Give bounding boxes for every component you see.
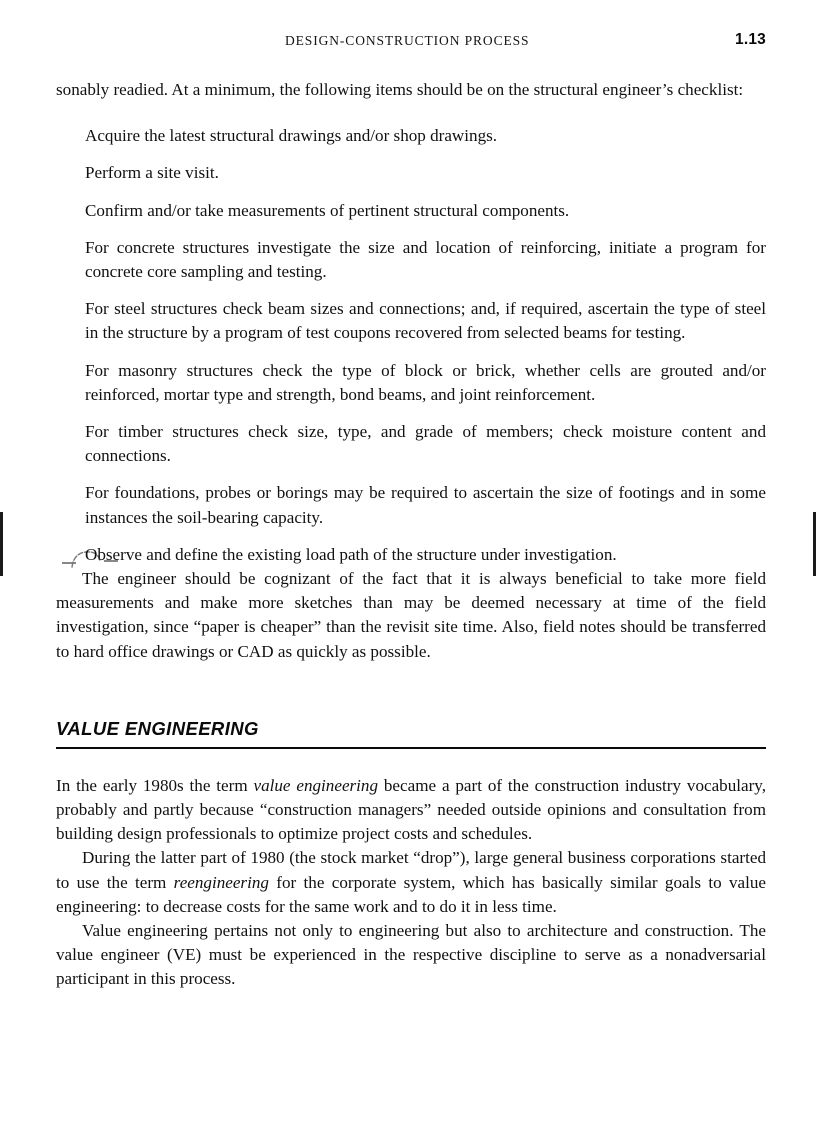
italic-term-value-engineering: value engineering <box>253 775 379 795</box>
checklist-item: For timber structures check size, type, and grade of members; check moisture content and connections. <box>85 422 766 466</box>
checklist-item: For steel structures check beam sizes and connections; and, if required, ascertain the type of steel in the structure by a program of test coupons recovered from selected beams for testing. <box>85 299 766 343</box>
section-divider-rule <box>56 747 766 749</box>
checklist-item: Perform a site visit. <box>85 163 219 183</box>
running-head <box>56 33 766 55</box>
section-paragraph-2 <box>56 846 766 919</box>
running-head-title: DESIGN-CONSTRUCTION PROCESS <box>285 33 530 48</box>
section-paragraph-3: Value engineering pertains not only to engineering but also to architecture and construction. The value engineer (VE) must be experienced in the respective discipline to serve as a nonadversarial participant in this process. <box>56 921 766 989</box>
page-number: 1.13 <box>735 31 766 48</box>
structural-engineer-checklist <box>56 124 766 567</box>
paragraph-2-text-after: for the corporate system, which has basically similar goals to value engineering: to decrease costs for the same work and to do it in less time. <box>56 872 766 916</box>
italic-term-reengineering: reengineering <box>173 872 269 892</box>
paragraph-2-text-before: During the latter part of 1980 (the stock market “drop”), large general business corporations started to use the term <box>56 848 766 892</box>
post-list-paragraph: The engineer should be cognizant of the fact that it is always beneficial to take more field measurements and make more sketches than may be deemed necessary at time of the field investigation, since “paper is cheaper” than the revisit site time. Also, field notes should be transferred to hard office drawings or CAD as quickly as possible. <box>56 569 766 661</box>
paragraph-1-text-before: In the early 1980s the term <box>56 775 254 795</box>
intro-paragraph: sonably readied. At a minimum, the following items should be on the structural engineer’s checklist: <box>56 80 744 99</box>
checklist-item: For foundations, probes or borings may be required to ascertain the size of footings and in some instances the soil-bearing capacity. <box>85 483 766 527</box>
text-column <box>56 78 766 992</box>
checklist-item: Acquire the latest structural drawings and/or shop drawings. <box>85 126 498 146</box>
section-paragraph-1 <box>56 774 766 847</box>
checklist-item: For concrete structures investigate the size and location of reinforcing, initiate a program for concrete core sampling and testing. <box>85 237 766 282</box>
section-body <box>56 774 766 992</box>
section-title: VALUE ENGINEERING <box>56 717 259 739</box>
section-heading-block <box>56 718 766 749</box>
checklist-item: Confirm and/or take measurements of pertinent structural components. <box>85 200 570 220</box>
paragraph-1-text-after: became a part of the construction industry vocabulary, probably and partly because “construction managers” needed outside opinions and consultation from building design professionals to optimize project costs and schedules. <box>56 775 767 844</box>
scan-edge-mark-left <box>0 512 3 576</box>
checklist-item: For masonry structures check the type of block or brick, whether cells are grouted and/or reinforced, mortar type and strength, bond beams, and joint reinforcement. <box>85 360 766 404</box>
checklist-item: Observe and define the existing load path of the structure under investigation. <box>85 544 617 564</box>
